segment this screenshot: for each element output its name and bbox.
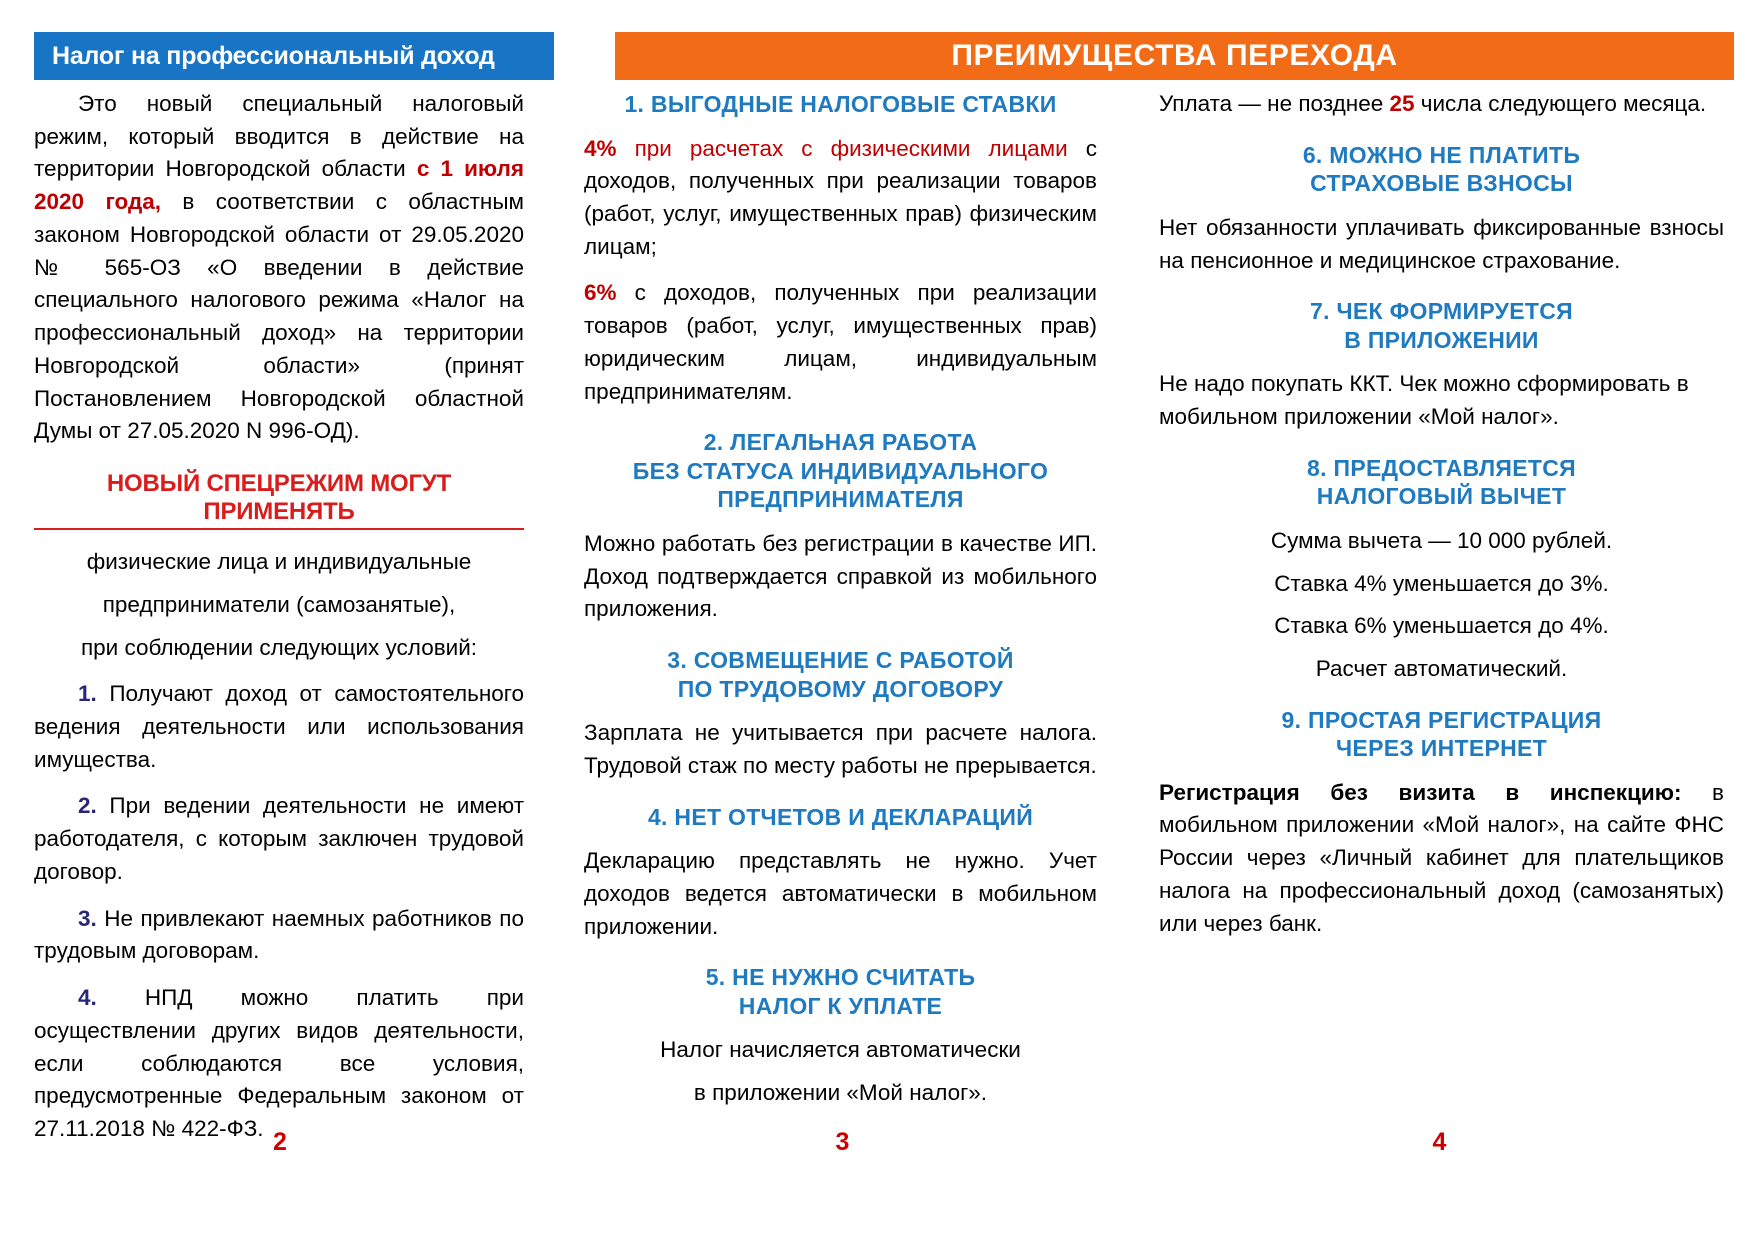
section-7-body: Не надо покупать ККТ. Чек можно сформировать в мобильном приложении «Мой налог». (1159, 371, 1689, 429)
section-9-heading-line-1: 9. ПРОСТАЯ РЕГИСТРАЦИЯ (1281, 706, 1602, 733)
condition-text: Не привлекают наемных работников по трудовым договорам. (34, 905, 524, 964)
columns-container (0, 88, 1754, 1160)
payment-part-b: числа следующего месяца. (1414, 91, 1707, 116)
section-1-heading: 1. ВЫГОДНЫЕ НАЛОГОВЫЕ СТАВКИ (624, 91, 1057, 117)
banner-row (0, 32, 1754, 82)
section-6-heading-line-1: 6. МОЖНО НЕ ПЛАТИТЬ (1302, 141, 1581, 168)
section-2-body: Можно работать без регистрации в качестве ИП. Доход подтверждается справкой из мобильного приложения. (584, 530, 1097, 622)
section-3-heading-line-2: ПО ТРУДОВОМУ ДОГОВОРУ (677, 675, 1004, 702)
rate-6-paragraph (584, 277, 1097, 408)
section-8-heading (1159, 454, 1724, 511)
payment-deadline-paragraph (1159, 88, 1724, 121)
condition-item (34, 678, 524, 776)
intro-part-a: Это новый специальный налоговый режим, который вводится в действие на территории Новгородской области (34, 91, 524, 182)
section-2-heading (584, 428, 1097, 514)
section-2-heading-line-1: 2. ЛЕГАЛЬНАЯ РАБОТА (703, 429, 978, 456)
section-3-heading (584, 646, 1097, 703)
page-number-middle: 3 (835, 1128, 850, 1156)
condition-item (34, 982, 524, 1146)
rate-4-value: 4% (584, 135, 617, 161)
intro-paragraph (34, 88, 524, 448)
section-6-body: Нет обязанности уплачивать фиксированные взносы на пенсионное и медицинское страхование. (1159, 214, 1724, 273)
intro-highlight-date: с 1 июля 2020 года, (34, 156, 524, 215)
rate-6-rest: с доходов, полученных при реализации товаров (работ, услуг, имущественных прав) юридическим лицам, индивидуальным предпринимателям. (584, 280, 1097, 404)
section-9-heading-line-2: ЧЕРЕЗ ИНТЕРНЕТ (1335, 735, 1548, 762)
condition-number: 4. (78, 985, 97, 1011)
rate-4-paragraph (584, 133, 1097, 264)
subject-line-1: физические лица и индивидуальные (86, 549, 472, 575)
page-number-row (0, 1128, 1754, 1157)
condition-text: При ведении деятельности не имеют работодателя, с которым заключен трудовой договор. (34, 793, 524, 884)
section-7-heading-line-1: 7. ЧЕК ФОРМИРУЕТСЯ (1309, 298, 1574, 325)
middle-column (560, 88, 1125, 1160)
section-4-heading: 4. НЕТ ОТЧЕТОВ И ДЕКЛАРАЦИЙ (647, 803, 1034, 830)
payment-day-number: 25 (1389, 91, 1415, 116)
deduction-line-1: Сумма вычета — 10 000 рублей. (1270, 527, 1613, 553)
section-3-body: Зарплата не учитывается при расчете налога. Трудовой стаж по месту работы не прерывается. (584, 720, 1097, 778)
payment-part-a: Уплата — не позднее (1159, 91, 1390, 116)
section-5-heading (584, 963, 1097, 1020)
condition-number: 1. (78, 681, 97, 707)
section-4-body: Декларацию представлять не нужно. Учет доходов ведется автоматически в мобильном приложении. (584, 848, 1097, 939)
page-number-right: 4 (1432, 1128, 1447, 1156)
condition-number: 2. (78, 793, 97, 819)
section-2-heading-line-2: БЕЗ СТАТУСА ИНДИВИДУАЛЬНОГО (632, 457, 1049, 484)
section-5-body-line-1: Налог начисляется автоматически (660, 1037, 1021, 1063)
section-6-heading-line-2: СТРАХОВЫЕ ВЗНОСЫ (1310, 170, 1573, 197)
subject-line-3: при соблюдении следующих условий: (80, 634, 478, 660)
registration-bold-lead: Регистрация без визита в инспекцию: (1159, 779, 1682, 805)
deduction-line-3: Ставка 6% уменьшается до 4%. (1274, 613, 1609, 639)
deduction-line-4: Расчет автоматический. (1315, 655, 1568, 681)
rate-4-rest: с доходов, полученных при реализации товаров (работ, услуг, имущественных прав) физическим лицам; (584, 135, 1097, 259)
registration-body-text: в мобильном приложении «Мой налог», на сайте ФНС России через «Личный кабинет для плательщиков налога на профессиональный доход (самозанятых) или через банк. (1159, 779, 1724, 936)
orange-title-banner (615, 32, 1734, 80)
subject-line-2: предприниматели (самозанятые), (102, 591, 456, 617)
section-7-heading (1159, 297, 1724, 354)
condition-text: НПД можно платить при осуществлении других видов деятельности, если соблюдаются все условия, предусмотренные Федеральным законом от 27.11.2018 № 422-ФЗ. (34, 985, 524, 1142)
left-column (0, 88, 560, 1160)
condition-item (34, 790, 524, 888)
blue-title-banner (34, 32, 554, 80)
section-5-body-line-2: в приложении «Мой налог». (693, 1080, 988, 1106)
red-heading-text: НОВЫЙ СПЕЦРЕЖИМ МОГУТ ПРИМЕНЯТЬ (34, 470, 524, 530)
section-2-heading-line-3: ПРЕДПРИНИМАТЕЛЯ (717, 486, 964, 513)
section-5-heading-line-1: 5. НЕ НУЖНО СЧИТАТЬ (705, 964, 976, 991)
orange-banner-title: ПРЕИМУЩЕСТВА ПЕРЕХОДА (951, 39, 1398, 72)
section-8-heading-line-2: НАЛОГОВЫЙ ВЫЧЕТ (1316, 483, 1567, 510)
condition-number: 3. (78, 905, 97, 931)
condition-item (34, 903, 524, 968)
section-8-heading-line-1: 8. ПРЕДОСТАВЛЯЕТСЯ (1307, 454, 1576, 481)
right-column (1125, 88, 1754, 1160)
section-6-heading (1159, 141, 1724, 198)
rate-6-value: 6% (584, 280, 617, 306)
blue-banner-title: Налог на профессиональный доход (52, 41, 495, 70)
intro-part-b: в соответствии с областным законом Новгородской области от 29.05.2020 № 565-ОЗ «О введении в действие специального налогового режима «Налог на профессиональный доход» на территории Новгородской области» (принят Постановлением Новгородской областной Думы от 27.05.2020 N 996-ОД). (34, 189, 524, 444)
rate-4-redtext: при расчетах с физическими лицами (616, 135, 1068, 161)
deduction-line-2: Ставка 4% уменьшается до 3%. (1274, 570, 1609, 596)
condition-text: Получают доход от самостоятельного ведения деятельности или использования имущества. (34, 681, 524, 772)
section-5-heading-line-2: НАЛОГ К УПЛАТЕ (738, 992, 943, 1019)
section-9-body (1159, 777, 1724, 941)
red-section-heading (34, 470, 524, 530)
section-7-heading-line-2: В ПРИЛОЖЕНИИ (1344, 326, 1539, 353)
section-9-heading (1159, 706, 1724, 763)
section-3-heading-line-1: 3. СОВМЕЩЕНИЕ С РАБОТОЙ (667, 647, 1014, 674)
page-number-left: 2 (273, 1128, 287, 1156)
